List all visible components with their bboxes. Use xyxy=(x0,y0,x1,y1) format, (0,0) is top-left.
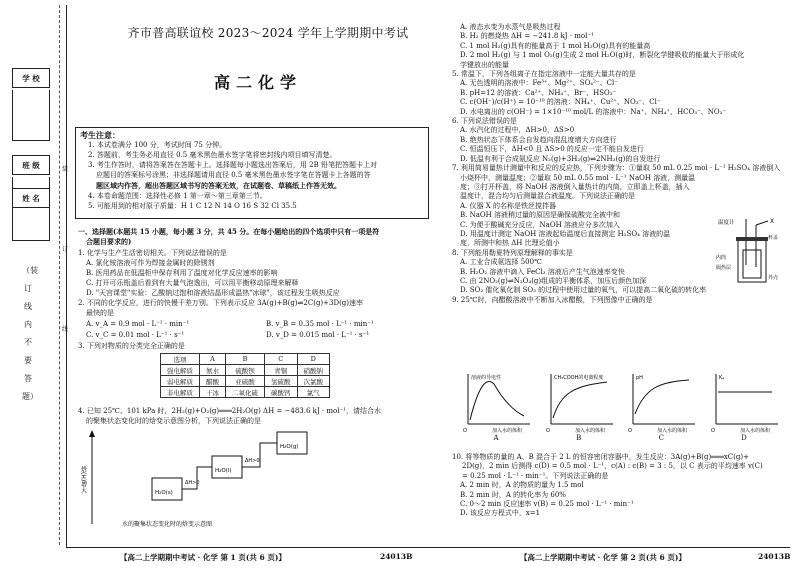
option-line: C. 恒温恒压下，ΔH<0 且 ΔS>0 的反应一定不能自发进行 xyxy=(460,145,644,154)
option-line: 度；③打开杯盖，将 NaOH 溶液倒入量热计的内筒，立即盖上杯盖，插入 xyxy=(460,182,690,191)
liquid-box xyxy=(212,456,242,478)
notice-item: 应题目的答案标号涂黑；非选择题请用直径 0.5 毫米黑色墨水签字笔在答题卡上各题的答 xyxy=(96,171,371,179)
option-line: A. 工业合成氨选择 500℃ xyxy=(460,258,542,267)
question-10-text: = 0.25 mol · L⁻¹ · min⁻¹。下列说法正确的是 xyxy=(462,471,609,480)
table-header-cell: A xyxy=(200,354,226,365)
delta-h-2: ΔH>0 xyxy=(245,458,260,464)
option-line: D. 2 mol H₂(g) 与 1 mol O₂(g)生成 2 mol H₂O(g)时，断裂化学键吸收的能量大于形成化 xyxy=(460,51,745,60)
question-4: 4. 已知 25℃、101 kPa 时，2H₂(g)+O₂(g)═══2H₂O(g) ΔH = −483.6 kJ · mol⁻¹，请结合水 xyxy=(78,407,381,415)
question-2: 2. 不同的化学反应，进行的快慢千差万别。下列表示反应 3A(g)+B(g)⇌2C(g)+3D(g)速率 xyxy=(78,299,364,307)
graph-xlabel: 加入水的体积 xyxy=(574,428,605,434)
q2-option-b: B. v_B = 0.35 mol · L⁻¹ · min⁻¹ xyxy=(266,320,374,328)
q1-option-b: B. 医用药品在低温柜中保存利用了温度对化学反应速率的影响 xyxy=(86,269,278,277)
q9-graph-plot xyxy=(541,370,617,434)
table-cell: 二氧化硫 xyxy=(226,387,265,398)
vapor-box xyxy=(277,432,307,454)
table-header-cell: C xyxy=(265,354,298,365)
question-line: 8. 下列能用勒夏特列原理解释的事实是 xyxy=(452,248,573,257)
question-4-cont: 的聚集状态变化时的焓变示意图分析，下列说法正确的是 xyxy=(86,417,261,425)
origin-label: O xyxy=(463,428,467,434)
option-line: 温度计，混合均匀后测量混合液温度。下列说法正确的是 xyxy=(460,192,635,201)
q1-option-c: C. 打开可乐瓶盖后看到有大量气泡逸出，可以用平衡移动原理来解释 xyxy=(86,279,299,287)
x-label: X xyxy=(770,218,775,225)
notice-item: 5. 可能用到的相对原子质量：H 1 C 12 N 14 O 16 S 32 Cl 35.5 xyxy=(88,202,297,210)
graph-curve xyxy=(635,380,689,414)
option-line: B. NaOH 溶液稍过量的原因是确保硫酸完全被中和 xyxy=(460,211,620,220)
graph-curve xyxy=(470,381,524,420)
option-line: 度，所测中和热 ΔH 比理论值小 xyxy=(460,239,560,248)
table-cell: 醋酸 xyxy=(200,376,226,387)
graph-ylabel: CH₃COOH的电离程度 xyxy=(553,375,604,381)
liquid-label: H₂O(l) xyxy=(215,468,232,474)
question-10-text: 2D(g)，2 min 后测得 c(D) = 0.5 mol · L⁻¹，c(A) : c(B) = 3 : 5，以 C 表示的平均速率 v(C) xyxy=(462,462,763,471)
notice-item: 4. 本卷命题范围：选择性必修 1 第一章～第三章第三节。 xyxy=(88,192,267,200)
exam-title: 齐市普高联谊校 2023～2024 学年上学期期中考试 xyxy=(127,26,409,40)
enthalpy-diagram xyxy=(79,426,342,531)
graph-ylabel: pH xyxy=(636,375,644,381)
notice-item: 题区域内作答，超出答题区域书写的答案无效，在试题卷、草稿纸上作答无效。 xyxy=(96,181,341,190)
q9-graphs xyxy=(458,370,782,445)
binding-warning: （装订线内不要答题） xyxy=(22,266,38,401)
q10-option: C. 0～2 min 反应速率 v(B) = 0.25 mol · L⁻¹ · min⁻¹ xyxy=(460,500,634,509)
table-row xyxy=(161,387,330,398)
x-pointer xyxy=(756,221,768,225)
option-line: A. 水汽化的过程中，ΔH>0，ΔS>0 xyxy=(460,126,575,135)
binding-dash-line xyxy=(59,5,60,545)
table-header-cell: B xyxy=(226,354,265,365)
q10-option: D. 该反应方程式中，x=1 xyxy=(460,509,541,518)
option-line: 学键放出的能量 xyxy=(460,60,509,69)
option-line: B. 绝热状态下体系会自发趋向混乱度增大方向进行 xyxy=(460,135,617,144)
outer-shell xyxy=(738,240,766,282)
option-line: D. 水电离出的 c(OH⁻) = 1×10⁻¹⁰ mol/L 的溶液中：Na⁺、NH₄⁺、HCO₃⁻、NO₃⁻ xyxy=(460,107,727,116)
lid xyxy=(736,237,768,241)
sheet-border-bottom xyxy=(66,547,790,548)
option-line: D. 低温有利于合成氨反应 N₂(g)+3H₂(g)⇌2NH₃(g)的自发进行 xyxy=(460,154,661,163)
table-cell: 青铜 xyxy=(265,365,298,376)
question-2-cont: 最快的是 xyxy=(86,309,114,317)
arrow-up-icon xyxy=(89,430,95,437)
question-line: 9. 25℃时，向醋酸溶液中不断加入冰醋酸，下列图像中正确的是 xyxy=(452,295,653,304)
graph-ylabel: Kₐ xyxy=(718,375,725,381)
question-10 xyxy=(452,453,763,519)
q9-graph-plot xyxy=(623,370,699,434)
q9-graph xyxy=(623,370,699,445)
option-line: 小烧杯中，测量温度；②量取 50 mL 0.55 mol · L⁻¹ NaOH 溶液，测量温 xyxy=(460,173,696,182)
q9-graph xyxy=(458,370,534,445)
q9-graph xyxy=(541,370,617,445)
name-label: 姓 名 xyxy=(12,188,50,208)
option-line: B. H₂O₂ 溶液中滴入 FeCl₃ 溶液后产生气泡速率变快 xyxy=(460,267,625,276)
q2-option-d: D. v_D = 0.015 mol · L⁻¹ · s⁻¹ xyxy=(266,331,370,339)
option-line: C. 由 2NO₂(g)⇌N₂O₄(g)组成的平衡体系，加压后颜色加深 xyxy=(460,276,647,285)
graph-xlabel: 加入水的体积 xyxy=(492,428,523,434)
table-cell: 干冰 xyxy=(200,387,226,398)
diagram-caption: 水的聚集状态变化时的焓变示意图 xyxy=(122,521,213,528)
option-line: C. 1 mol H₂(g)具有的能量高于 1 mol H₂O(g)具有的能量高 xyxy=(460,41,651,50)
ice-box xyxy=(152,478,182,500)
question-10-text: 10. 将等物质的量的 A、B 混合于 2 L 的恒容密闭容器中，发生反应：3A(g)+B(g)═══xC(g)+ xyxy=(452,453,749,461)
notice-item: 2. 答题前，考生务必用直径 0.5 毫米黑色墨水签字笔将密封线内项目填写清楚。 xyxy=(88,151,337,159)
graph-ylabel: 溶液的导电性 xyxy=(471,375,502,381)
table-cell: 氨水 xyxy=(200,365,226,376)
q10-option: A. 2 min 时，A 的物质的量为 1.5 mol xyxy=(460,481,584,490)
footer-left-code: 24013B xyxy=(380,552,413,561)
subject-title: 高二化学 xyxy=(213,73,302,92)
origin-label: O xyxy=(545,428,550,434)
classification-table xyxy=(160,353,330,398)
graph-option-letter: C xyxy=(658,434,664,442)
table-cell: 非电解质 xyxy=(161,387,200,398)
option-line: A. 无色透明的溶液中：Fe³⁺、Mg²⁺、SO₄²⁻、Cl⁻ xyxy=(460,79,618,88)
question-3: 3. 下列对物质的分类完全正确的是 xyxy=(78,342,185,350)
vapor-label: H₂O(g) xyxy=(280,444,299,450)
delta-h-1: ΔH>0 xyxy=(185,480,200,486)
option-line: B. pH=12 的溶液：Ca²⁺、NH₄⁺、Br⁻、HSO₃⁻ xyxy=(460,88,617,97)
q9-graph xyxy=(706,370,782,445)
question-line: 7. 利用简易量热计测量中和反应的反应热，下列步骤为：①量取 50 mL 0.25 mol · L⁻¹ H₂SO₄ 溶液倒入 xyxy=(452,164,781,173)
insulation-label: 隔热层 xyxy=(716,265,732,271)
table-header-row xyxy=(161,354,330,365)
school-field[interactable] xyxy=(12,90,50,141)
notice-item: 3. 考生作答时，请将答案答在答题卡上。选择题每小题选出答案后，用 2B 铅笔把答题卡上对 xyxy=(88,161,377,169)
ice-label: H₂O(s) xyxy=(155,490,173,496)
question-line: 6. 下列说法错误的是 xyxy=(452,117,517,126)
option-line: A. 液态水变为水蒸气是吸热过程 xyxy=(460,23,561,31)
graph-option-letter: B xyxy=(576,434,582,442)
q9-graph-plot xyxy=(458,370,534,434)
option-line: B. H₂ 的燃烧热 ΔH = −241.8 kJ · mol⁻¹ xyxy=(460,32,594,41)
class-label: 班 级 xyxy=(12,155,50,175)
graph-xlabel: 加入水的体积 xyxy=(657,428,688,434)
q9-graph-plot xyxy=(706,370,782,434)
option-line: C. c(OH⁻)/c(H⁺) = 10⁻¹⁰ 的溶液：NH₄⁺、Cu²⁺、NO₃⁻、Cl⁻ xyxy=(460,98,661,107)
graph-option-letter: A xyxy=(493,434,499,442)
option-line: D. SO₂ 催化氧化制 SO₃ 的过程中使用过量的氧气，可以提高二氧化硫的转化率 xyxy=(460,286,707,295)
table-row xyxy=(161,365,330,376)
section-heading: 一、选择题(本题共 15 小题，每小题 3 分，共 45 分。在每小题给出的四个选项中只有一项是符 xyxy=(78,227,380,236)
cover-label: 杯盖 xyxy=(768,235,779,241)
q2-option-c: C. v_C = 0.01 mol · L⁻¹ · s⁻¹ xyxy=(86,331,185,339)
table-row xyxy=(161,376,330,387)
name-field[interactable] xyxy=(12,206,50,241)
q2-option-a: A. v_A = 0.9 mol · L⁻¹ · min⁻¹ xyxy=(86,320,190,328)
outer-label: 外壳 xyxy=(768,275,779,281)
table-header-cell: 选项 xyxy=(161,354,200,365)
origin-label: O xyxy=(628,428,633,434)
table-header-cell: D xyxy=(297,354,330,365)
footer-right-code: 24013B xyxy=(758,552,791,561)
option-line: C. 为便于酸碱充分反应，NaOH 溶液应分多次加入 xyxy=(460,220,620,229)
option-line: A. 仪器 X 的名称是铁丝搅拌器 xyxy=(460,201,556,210)
table-cell: 氯气 xyxy=(297,387,330,398)
table-cell: 硝酸钠 xyxy=(297,365,330,376)
notice-heading: 考生注意： xyxy=(80,130,120,140)
question-line: 5. 常温下，下列各组离子在指定溶液中一定能大量共存的是 xyxy=(452,70,636,79)
binding-marks: 装订线 xyxy=(61,166,68,333)
table-cell: 强电解质 xyxy=(161,365,200,376)
graph-xlabel: 加入水的体积 xyxy=(739,428,770,434)
enthalpy-axis-label: 焓(H)增大 xyxy=(79,466,87,494)
table-cell: 碳酸钙 xyxy=(265,387,298,398)
table-cell: 次氯酸 xyxy=(297,376,330,387)
table-cell: 硫酸钡 xyxy=(226,365,265,376)
footer-right: 【高二上学期期中考试 · 化学 第 2 页(共 6 页)】 xyxy=(520,553,686,562)
thermometer-label: 温度计 xyxy=(718,220,735,226)
q1-option-d: D. "天宫课堂"实验：乙酸钠过饱和溶液结晶形成温热"冰球"，该过程发生吸热反应 xyxy=(86,289,340,297)
graph-curve xyxy=(553,382,607,418)
table-cell: 亚硫酸 xyxy=(226,376,265,387)
table-cell: 弱电解质 xyxy=(161,376,200,387)
option-line: D. 用温度计测定 NaOH 溶液起始温度后直接测定 H₂SO₄ 溶液的温 xyxy=(460,229,671,238)
graph-option-letter: D xyxy=(741,434,747,442)
calorimeter-figure xyxy=(716,215,786,295)
table-cell: 氢硫酸 xyxy=(265,376,298,387)
origin-label: O xyxy=(710,428,715,434)
q10-option: B. 2 min 时，A 的转化率为 60% xyxy=(460,490,566,499)
section-heading-cont: 合题目要求的) xyxy=(86,237,132,246)
school-label: 学 校 xyxy=(12,68,50,88)
inner-label: 内筒 xyxy=(716,255,727,261)
footer-left: 【高二上学期期中考试 · 化学 第 1 页(共 6 页)】 xyxy=(120,553,286,562)
q1-option-a: A. 氯化铵溶液可作为焊接金属时的除锈剂 xyxy=(86,259,215,267)
notice-item: 1. 本试卷满分 100 分，考试时间 75 分钟。 xyxy=(88,141,227,149)
question-1: 1. 化学与生产生活密切相关。下列说法错误的是 xyxy=(78,249,227,257)
